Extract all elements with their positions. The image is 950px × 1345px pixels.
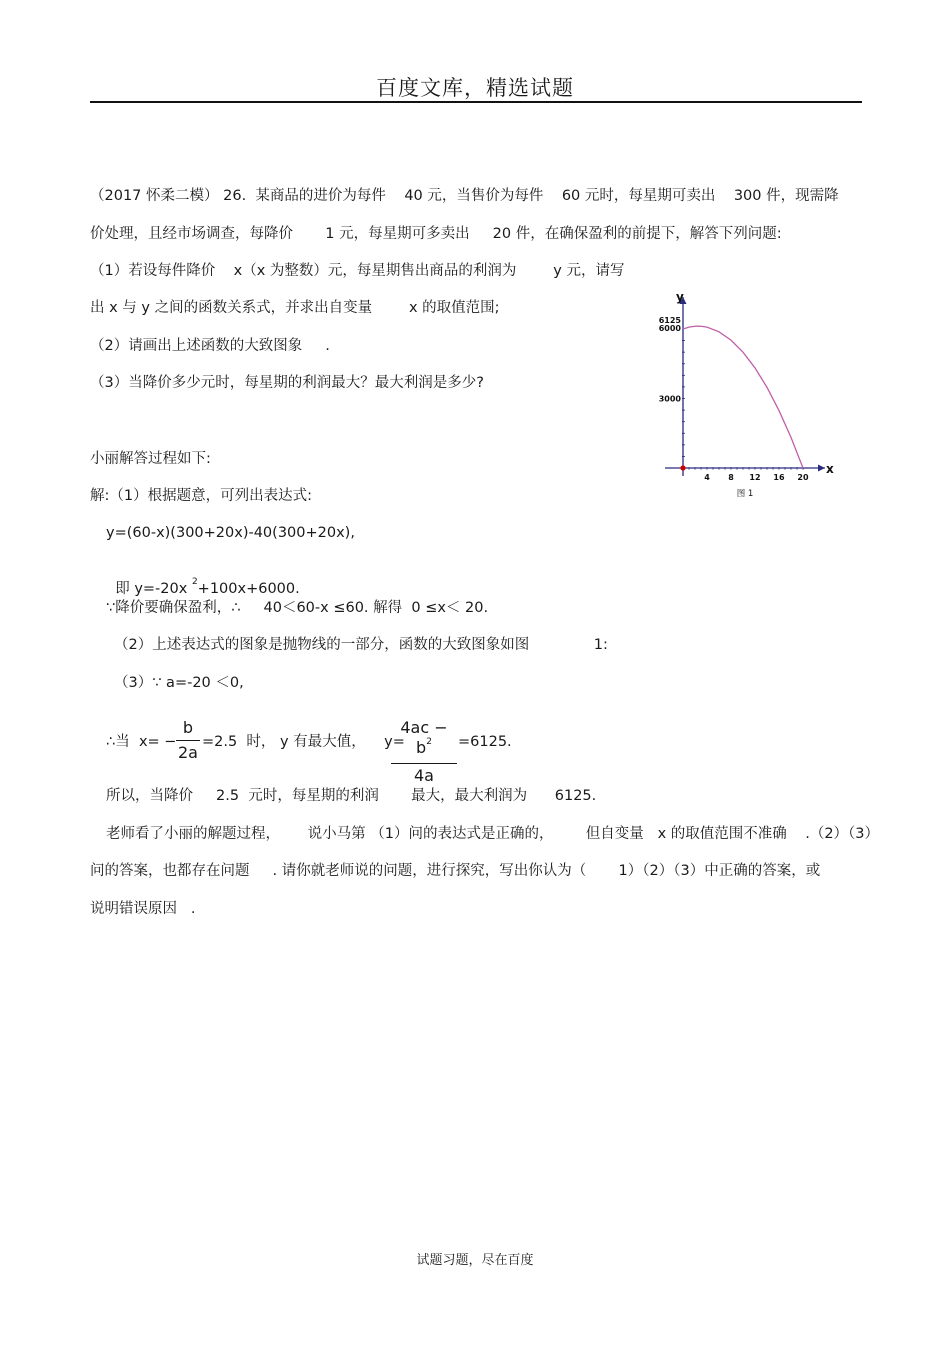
solution-part-3: （3）∵ a=-20 ＜0,	[114, 675, 244, 691]
y-tick-label: 6000	[658, 324, 681, 333]
expanded-prefix: 即 y=-20x	[115, 581, 192, 597]
solution-step-1: 解:（1）根据题意，可列出表达式:	[90, 488, 312, 504]
parabola-curve	[683, 326, 803, 468]
teacher-comment-2: 问的答案，也都存在问题 . 请你就老师说的问题，进行探究，写出你认为（ 1）（2）（3）中正确的答案，或	[90, 863, 821, 879]
solution-part-2: （2）上述表达式的图象是抛物线的一部分，函数的大致图象如图 1:	[114, 637, 608, 653]
vertex-result: =6125.	[458, 734, 512, 750]
vertex-middle: =2.5 时， y 有最大值， y=	[202, 734, 405, 750]
fraction2-denominator: 4a	[414, 766, 434, 785]
x-tick-label: 20	[797, 473, 809, 482]
x-axis-arrow	[818, 465, 825, 472]
x-tick-label: 8	[728, 473, 734, 482]
solution-conclusion: 所以，当降价 2.5 元时，每星期的利润 最大，最大利润为 6125.	[106, 788, 597, 804]
page-footer: 试题习题，尽在百度	[416, 1253, 534, 1268]
figure-caption: 图 1	[736, 489, 754, 499]
fraction-numerator: b	[182, 718, 194, 737]
x-axis-label: x	[826, 462, 834, 476]
fraction-denominator: 2a	[178, 743, 198, 762]
question-1a: （1）若设每件降价 x（x 为整数）元，每星期售出商品的利润为 y 元，请写	[90, 263, 625, 279]
solution-range: ∵降价要确保盈利，∴ 40＜60-x ≤60. 解得 0 ≤x＜ 20.	[106, 600, 489, 616]
fraction-max-value	[391, 718, 457, 786]
header-divider	[90, 101, 862, 103]
fraction2-numerator: 4ac − b	[400, 718, 448, 757]
solution-intro: 小丽解答过程如下:	[90, 451, 211, 467]
vertex-prefix: ∴当 x= −	[106, 734, 177, 750]
origin-point	[680, 465, 685, 470]
question-3: （3）当降价多少元时，每星期的利润最大？最大利润是多少?	[90, 375, 484, 391]
function-graph	[655, 285, 840, 505]
y-axis-label: y	[676, 290, 684, 304]
exponent: 2	[191, 577, 198, 587]
fraction2-exponent: 2	[426, 737, 432, 747]
expanded-suffix: +100x+6000.	[197, 581, 300, 597]
y-tick-label: 6125	[658, 316, 681, 326]
question-2: （2）请画出上述函数的大致图象 .	[90, 338, 330, 354]
problem-line-2: 价处理，且经市场调查，每降价 1 元，每星期可多卖出 20 件，在确保盈利的前提下，解答下列问题:	[90, 226, 782, 242]
question-1b: 出 x 与 y 之间的函数关系式，并求出自变量 x 的取值范围;	[90, 300, 500, 316]
teacher-comment-1: 老师看了小丽的解题过程， 说小马第 （1）问的表达式是正确的， 但自变量 x 的取值范围不准确 .（2）（3）	[106, 826, 880, 842]
x-tick-label: 4	[704, 473, 710, 482]
solution-expanded	[106, 562, 300, 600]
x-tick-label: 12	[749, 473, 761, 482]
teacher-comment-3: 说明错误原因 .	[90, 901, 196, 917]
x-tick-label: 16	[773, 473, 785, 482]
problem-line-1: （2017 怀柔二模） 26. 某商品的进价为每件 40 元，当售价为每件 60 元时，每星期可卖出 300 件，现需降	[90, 188, 839, 204]
y-tick-label: 3000	[658, 394, 681, 404]
fraction-b-over-2a	[176, 718, 200, 763]
page-header-title: 百度文库，精选试题	[376, 76, 574, 100]
solution-expression: y=(60-x)(300+20x)-40(300+20x),	[106, 525, 355, 541]
